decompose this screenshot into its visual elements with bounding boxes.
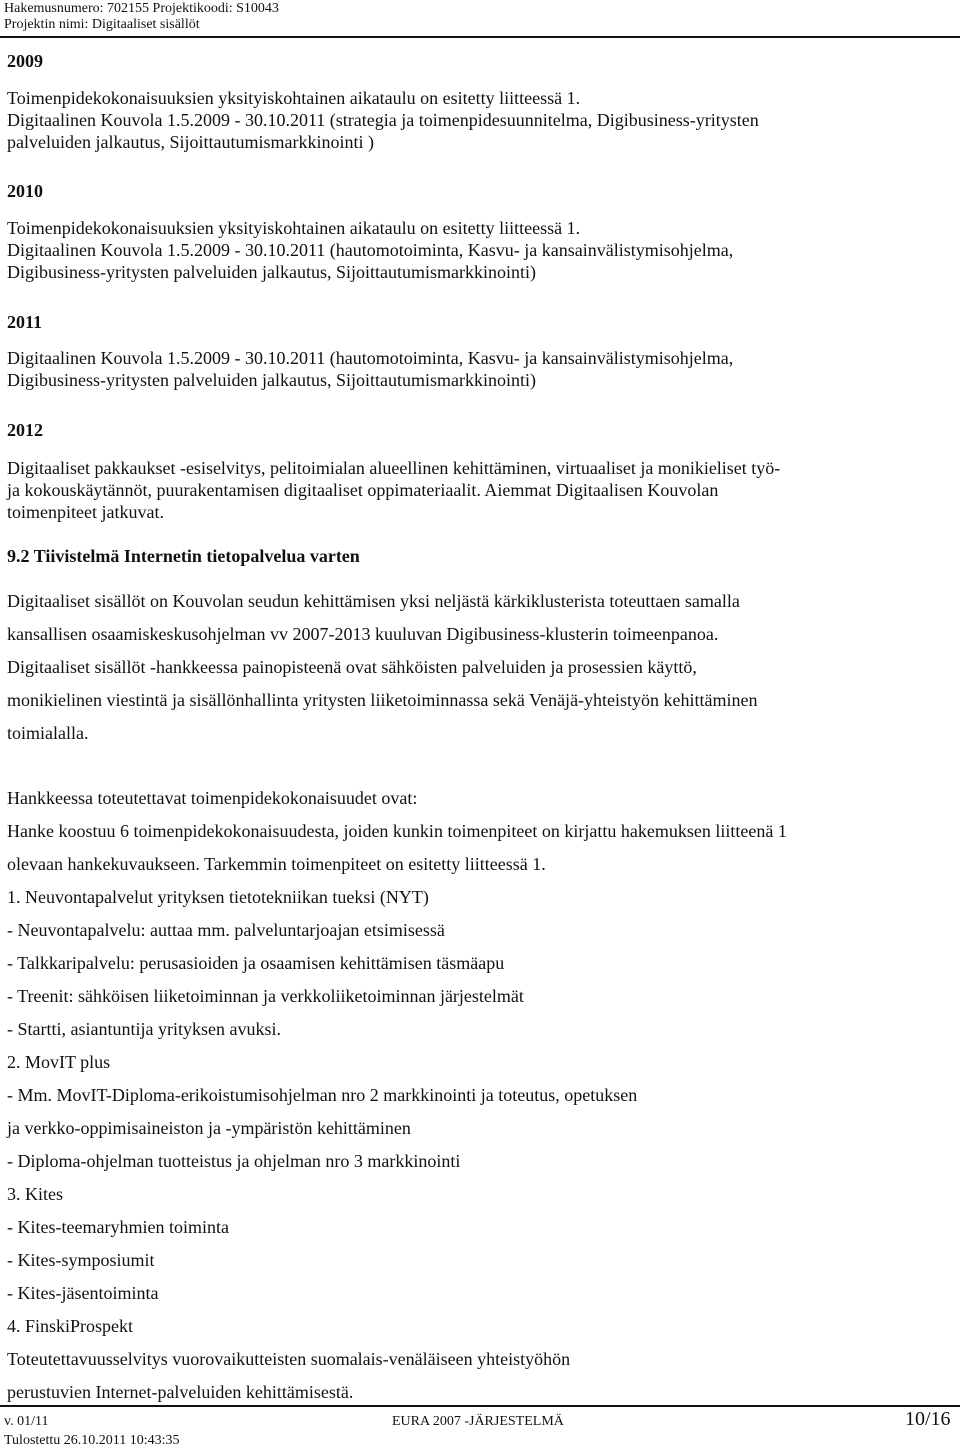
body-line: perustuvien Internet-palveluiden kehittämisestä. <box>7 1382 354 1402</box>
year-heading-2009: 2009 <box>7 51 43 71</box>
intro-line: monikielinen viestintä ja sisällönhallinta yritysten liiketoiminnassa sekä Venäjä-yhteistyön kehittäminen <box>7 690 758 710</box>
schedule-line: Toimenpidekokonaisuuksien yksityiskohtainen aikataulu on esitetty liitteessä 1. <box>7 88 581 108</box>
body-line: 4. FinskiProspekt <box>7 1316 134 1336</box>
page-number: 10/16 <box>905 1408 951 1430</box>
body-line: Toteutettavuusselvitys vuorovaikutteisten suomalais-venäläiseen yhteistyöhön <box>7 1349 571 1369</box>
footer-version: v. 01/11 <box>4 1414 49 1429</box>
schedule-line: Digibusiness-yritysten palveluiden jalkautus, Sijoittautumismarkkinointi) <box>7 262 536 282</box>
body-line: - Mm. MovIT-Diploma-erikoistumisohjelman nro 2 markkinointi ja toteutus, opetuksen <box>7 1085 638 1105</box>
intro-line: Digitaaliset sisällöt -hankkeessa painopisteenä ovat sähköisten palveluiden ja prosessien käyttö, <box>7 657 697 677</box>
schedule-line: Toimenpidekokonaisuuksien yksityiskohtainen aikataulu on esitetty liitteessä 1. <box>7 218 581 238</box>
body-line: 3. Kites <box>7 1184 63 1204</box>
header-divider <box>0 36 960 38</box>
body-line: - Diploma-ohjelman tuotteistus ja ohjelman nro 3 markkinointi <box>7 1151 461 1171</box>
schedule-line: Digitaalinen Kouvola 1.5.2009 - 30.10.2011 (strategia ja toimenpidesuunnitelma, Digibusiness-yritysten <box>7 110 759 130</box>
schedule-line: Digitaalinen Kouvola 1.5.2009 - 30.10.2011 (hautomotoiminta, Kasvu- ja kansainvälistymisohjelma, <box>7 348 734 368</box>
intro-line: toimialalla. <box>7 723 89 743</box>
intro-line: Digitaaliset sisällöt on Kouvolan seudun kehittämisen yksi neljästä kärkiklusterista toteuttaen samalla <box>7 591 740 611</box>
footer-divider <box>0 1405 960 1407</box>
schedule-2010-text <box>7 217 953 283</box>
header-project-name: Projektin nimi: Digitaaliset sisällöt <box>4 17 200 32</box>
body-line: - Startti, asiantuntija yrityksen avuksi. <box>7 1019 281 1039</box>
body-line: - Kites-teemaryhmien toiminta <box>7 1217 229 1237</box>
body-line: ja verkko-oppimisaineiston ja -ympäristön kehittäminen <box>7 1118 411 1138</box>
schedule-2011-text <box>7 347 953 391</box>
footer-system: EURA 2007 -JÄRJESTELMÄ <box>392 1414 564 1429</box>
schedule-2009-text <box>7 87 953 153</box>
body-line: olevaan hankekuvaukseen. Tarkemmin toimenpiteet on esitetty liitteessä 1. <box>7 854 546 874</box>
schedule-line: palveluiden jalkautus, Sijoittautumismarkkinointi ) <box>7 132 374 152</box>
body-line: - Treenit: sähköisen liiketoiminnan ja verkkoliiketoiminnan järjestelmät <box>7 986 524 1006</box>
body-line: - Neuvontapalvelu: auttaa mm. palveluntarjoajan etsimisessä <box>7 920 445 940</box>
body-line: - Kites-jäsentoiminta <box>7 1283 159 1303</box>
year-heading-2010: 2010 <box>7 181 43 201</box>
schedule-2012-text <box>7 457 953 523</box>
body-line: 1. Neuvontapalvelut yrityksen tietotekniikan tueksi (NYT) <box>7 887 429 907</box>
schedule-line: Digibusiness-yritysten palveluiden jalkautus, Sijoittautumismarkkinointi) <box>7 370 536 390</box>
year-heading-2012: 2012 <box>7 420 43 440</box>
section-body <box>7 787 953 1414</box>
body-line: - Kites-symposiumit <box>7 1250 155 1270</box>
header-application-number: Hakemusnumero: 702155 Projektikoodi: S10043 <box>4 1 279 16</box>
section-heading: 9.2 Tiivistelmä Internetin tietopalvelua varten <box>7 546 360 566</box>
intro-line: kansallisen osaamiskeskusohjelman vv 2007-2013 kuuluvan Digibusiness-klusterin toimeenpanoa. <box>7 624 719 644</box>
schedule-line: ja kokouskäytännöt, puurakentamisen digitaaliset oppimateriaalit. Aiemmat Digitaalisen Kouvolan <box>7 480 719 500</box>
schedule-line: Digitaalinen Kouvola 1.5.2009 - 30.10.2011 (hautomotoiminta, Kasvu- ja kansainvälistymisohjelma, <box>7 240 734 260</box>
body-line: Hanke koostuu 6 toimenpidekokonaisuudesta, joiden kunkin toimenpiteet on kirjattu hakemuksen liitteenä 1 <box>7 821 787 841</box>
schedule-line: Digitaaliset pakkaukset -esiselvitys, pelitoimialan alueellinen kehittäminen, virtuaaliset ja monikieliset työ- <box>7 458 781 478</box>
year-heading-2011: 2011 <box>7 312 43 332</box>
body-line: - Talkkaripalvelu: perusasioiden ja osaamisen kehittämisen täsmäapu <box>7 953 505 973</box>
body-line: Hankkeessa toteutettavat toimenpidekokonaisuudet ovat: <box>7 788 418 808</box>
section-intro <box>7 590 953 755</box>
schedule-line: toimenpiteet jatkuvat. <box>7 502 164 522</box>
footer-printed: Tulostettu 26.10.2011 10:43:35 <box>4 1433 180 1448</box>
body-line: 2. MovIT plus <box>7 1052 111 1072</box>
